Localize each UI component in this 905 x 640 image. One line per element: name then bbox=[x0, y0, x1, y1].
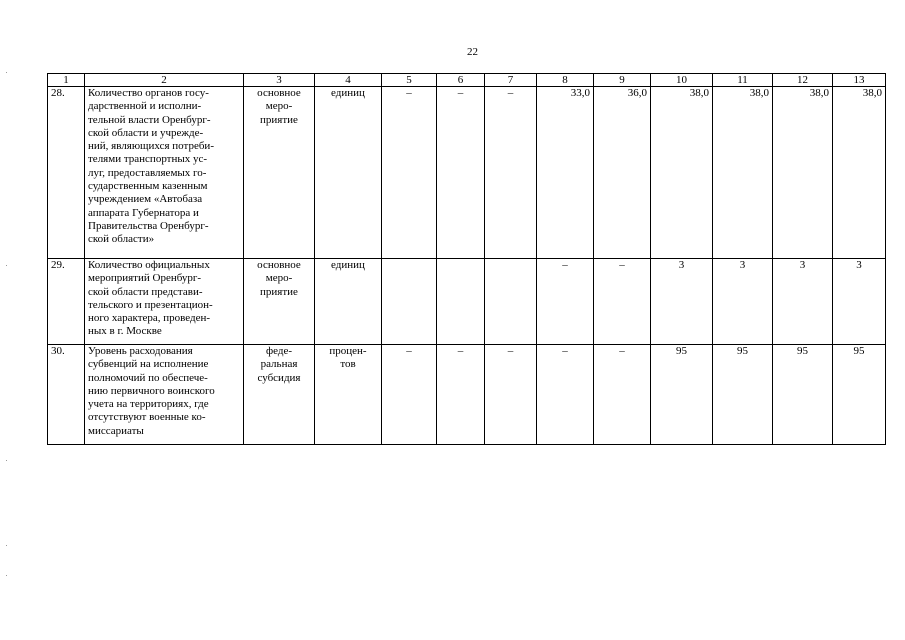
row-number: 29. bbox=[48, 259, 85, 345]
indicator-name-line: учета на территориях, где bbox=[88, 398, 209, 411]
scan-margin-mark bbox=[6, 575, 7, 576]
column-header: 3 bbox=[244, 74, 315, 87]
value-cell: 38,0 bbox=[773, 87, 833, 259]
indicator-name-line: полномочий по обеспече- bbox=[88, 371, 208, 384]
indicator-name-line: ской области и учрежде- bbox=[88, 126, 204, 139]
indicator-name-line: дарственной и исполни- bbox=[88, 100, 202, 113]
table-row bbox=[48, 259, 886, 345]
scan-margin-mark bbox=[6, 460, 7, 461]
value-cell: 95 bbox=[713, 345, 773, 445]
table-row bbox=[48, 345, 886, 445]
column-header: 2 bbox=[85, 74, 244, 87]
indicator-name-line: субвенций на исполнение bbox=[88, 358, 209, 371]
indicator-type-line: феде- bbox=[265, 345, 292, 357]
column-header: 7 bbox=[485, 74, 537, 87]
indicators-table bbox=[47, 73, 886, 445]
unit-line: единиц bbox=[331, 87, 365, 99]
value-cell: – bbox=[594, 345, 651, 445]
scan-margin-mark bbox=[6, 72, 7, 73]
value-cell: 3 bbox=[833, 259, 886, 345]
header-row bbox=[48, 74, 886, 87]
indicator-name-line: отсутствуют военные ко- bbox=[88, 411, 206, 424]
indicator-type bbox=[244, 259, 315, 345]
value-cell: 36,0 bbox=[594, 87, 651, 259]
indicator-type-line: основное bbox=[257, 87, 301, 99]
value-cell: 95 bbox=[651, 345, 713, 445]
value-cell: – bbox=[437, 345, 485, 445]
value-cell: 3 bbox=[713, 259, 773, 345]
indicator-name-line: Уровень расходования bbox=[88, 345, 193, 357]
indicator-type-line: субсидия bbox=[257, 371, 301, 384]
indicator-name-line: Количество официальных bbox=[88, 259, 210, 271]
value-cell: 38,0 bbox=[713, 87, 773, 259]
indicator-name-line: ний, являющихся потреби- bbox=[88, 140, 214, 153]
column-header: 12 bbox=[773, 74, 833, 87]
column-header: 10 bbox=[651, 74, 713, 87]
value-cell: – bbox=[537, 345, 594, 445]
indicator-name-line: ного характера, проведен- bbox=[88, 312, 211, 325]
value-cell: – bbox=[485, 87, 537, 259]
indicator-name-line: учреждением «Автобаза bbox=[88, 193, 203, 206]
scan-margin-mark bbox=[6, 265, 7, 266]
unit-of-measure bbox=[315, 345, 382, 445]
indicator-name bbox=[85, 345, 244, 445]
column-header: 8 bbox=[537, 74, 594, 87]
value-cell: 38,0 bbox=[833, 87, 886, 259]
row-number: 28. bbox=[48, 87, 85, 259]
value-cell: – bbox=[382, 345, 437, 445]
value-cell: 95 bbox=[773, 345, 833, 445]
indicator-name-line: нию первичного воинского bbox=[88, 384, 215, 397]
indicator-name-line: телями транспортных ус- bbox=[88, 153, 208, 166]
value-cell: 95 bbox=[833, 345, 886, 445]
value-cell bbox=[382, 259, 437, 345]
indicator-name-line: луг, предоставляемых го- bbox=[88, 166, 207, 179]
indicator-name-line: сударственным казенным bbox=[88, 180, 208, 193]
indicator-type-line: основное bbox=[257, 259, 301, 271]
column-header: 1 bbox=[48, 74, 85, 87]
indicator-name-line: ской области» bbox=[88, 233, 155, 246]
indicator-name-line: тельского и презентацион- bbox=[88, 298, 213, 311]
indicator-type-line: приятие bbox=[260, 285, 298, 298]
value-cell: – bbox=[537, 259, 594, 345]
value-cell: – bbox=[594, 259, 651, 345]
value-cell bbox=[437, 259, 485, 345]
value-cell: – bbox=[382, 87, 437, 259]
row-number: 30. bbox=[48, 345, 85, 445]
indicator-type-line: меро- bbox=[265, 272, 293, 285]
table-row bbox=[48, 87, 886, 259]
value-cell: 33,0 bbox=[537, 87, 594, 259]
column-header: 11 bbox=[713, 74, 773, 87]
column-header: 9 bbox=[594, 74, 651, 87]
column-header: 5 bbox=[382, 74, 437, 87]
indicator-name-line: ской области представи- bbox=[88, 285, 203, 298]
indicator-name-line: аппарата Губернатора и bbox=[88, 206, 199, 219]
page-number: 22 bbox=[467, 46, 478, 58]
value-cell: 3 bbox=[651, 259, 713, 345]
indicator-type-line: меро- bbox=[265, 100, 293, 113]
indicator-type-line: ральная bbox=[260, 358, 298, 371]
unit-line: процен- bbox=[329, 345, 367, 357]
value-cell: – bbox=[485, 345, 537, 445]
value-cell: 3 bbox=[773, 259, 833, 345]
scan-margin-mark bbox=[6, 545, 7, 546]
indicator-name-line: ных в г. Москве bbox=[88, 325, 162, 338]
value-cell: 38,0 bbox=[651, 87, 713, 259]
unit-of-measure bbox=[315, 87, 382, 259]
indicator-name-line: Правительства Оренбург- bbox=[88, 219, 209, 232]
indicator-name bbox=[85, 87, 244, 259]
unit-line: тов bbox=[340, 358, 356, 371]
indicator-name-line: мероприятий Оренбург- bbox=[88, 272, 202, 285]
column-header: 6 bbox=[437, 74, 485, 87]
column-header: 4 bbox=[315, 74, 382, 87]
indicator-type bbox=[244, 345, 315, 445]
indicator-name-line: Количество органов госу- bbox=[88, 87, 209, 99]
value-cell bbox=[485, 259, 537, 345]
unit-line: единиц bbox=[331, 259, 365, 271]
unit-of-measure bbox=[315, 259, 382, 345]
column-header: 13 bbox=[833, 74, 886, 87]
value-cell: – bbox=[437, 87, 485, 259]
indicator-name bbox=[85, 259, 244, 345]
indicator-type-line: приятие bbox=[260, 113, 298, 126]
indicator-type bbox=[244, 87, 315, 259]
indicator-name-line: тельной власти Оренбург- bbox=[88, 113, 211, 126]
indicator-name-line: миссариаты bbox=[88, 424, 144, 437]
